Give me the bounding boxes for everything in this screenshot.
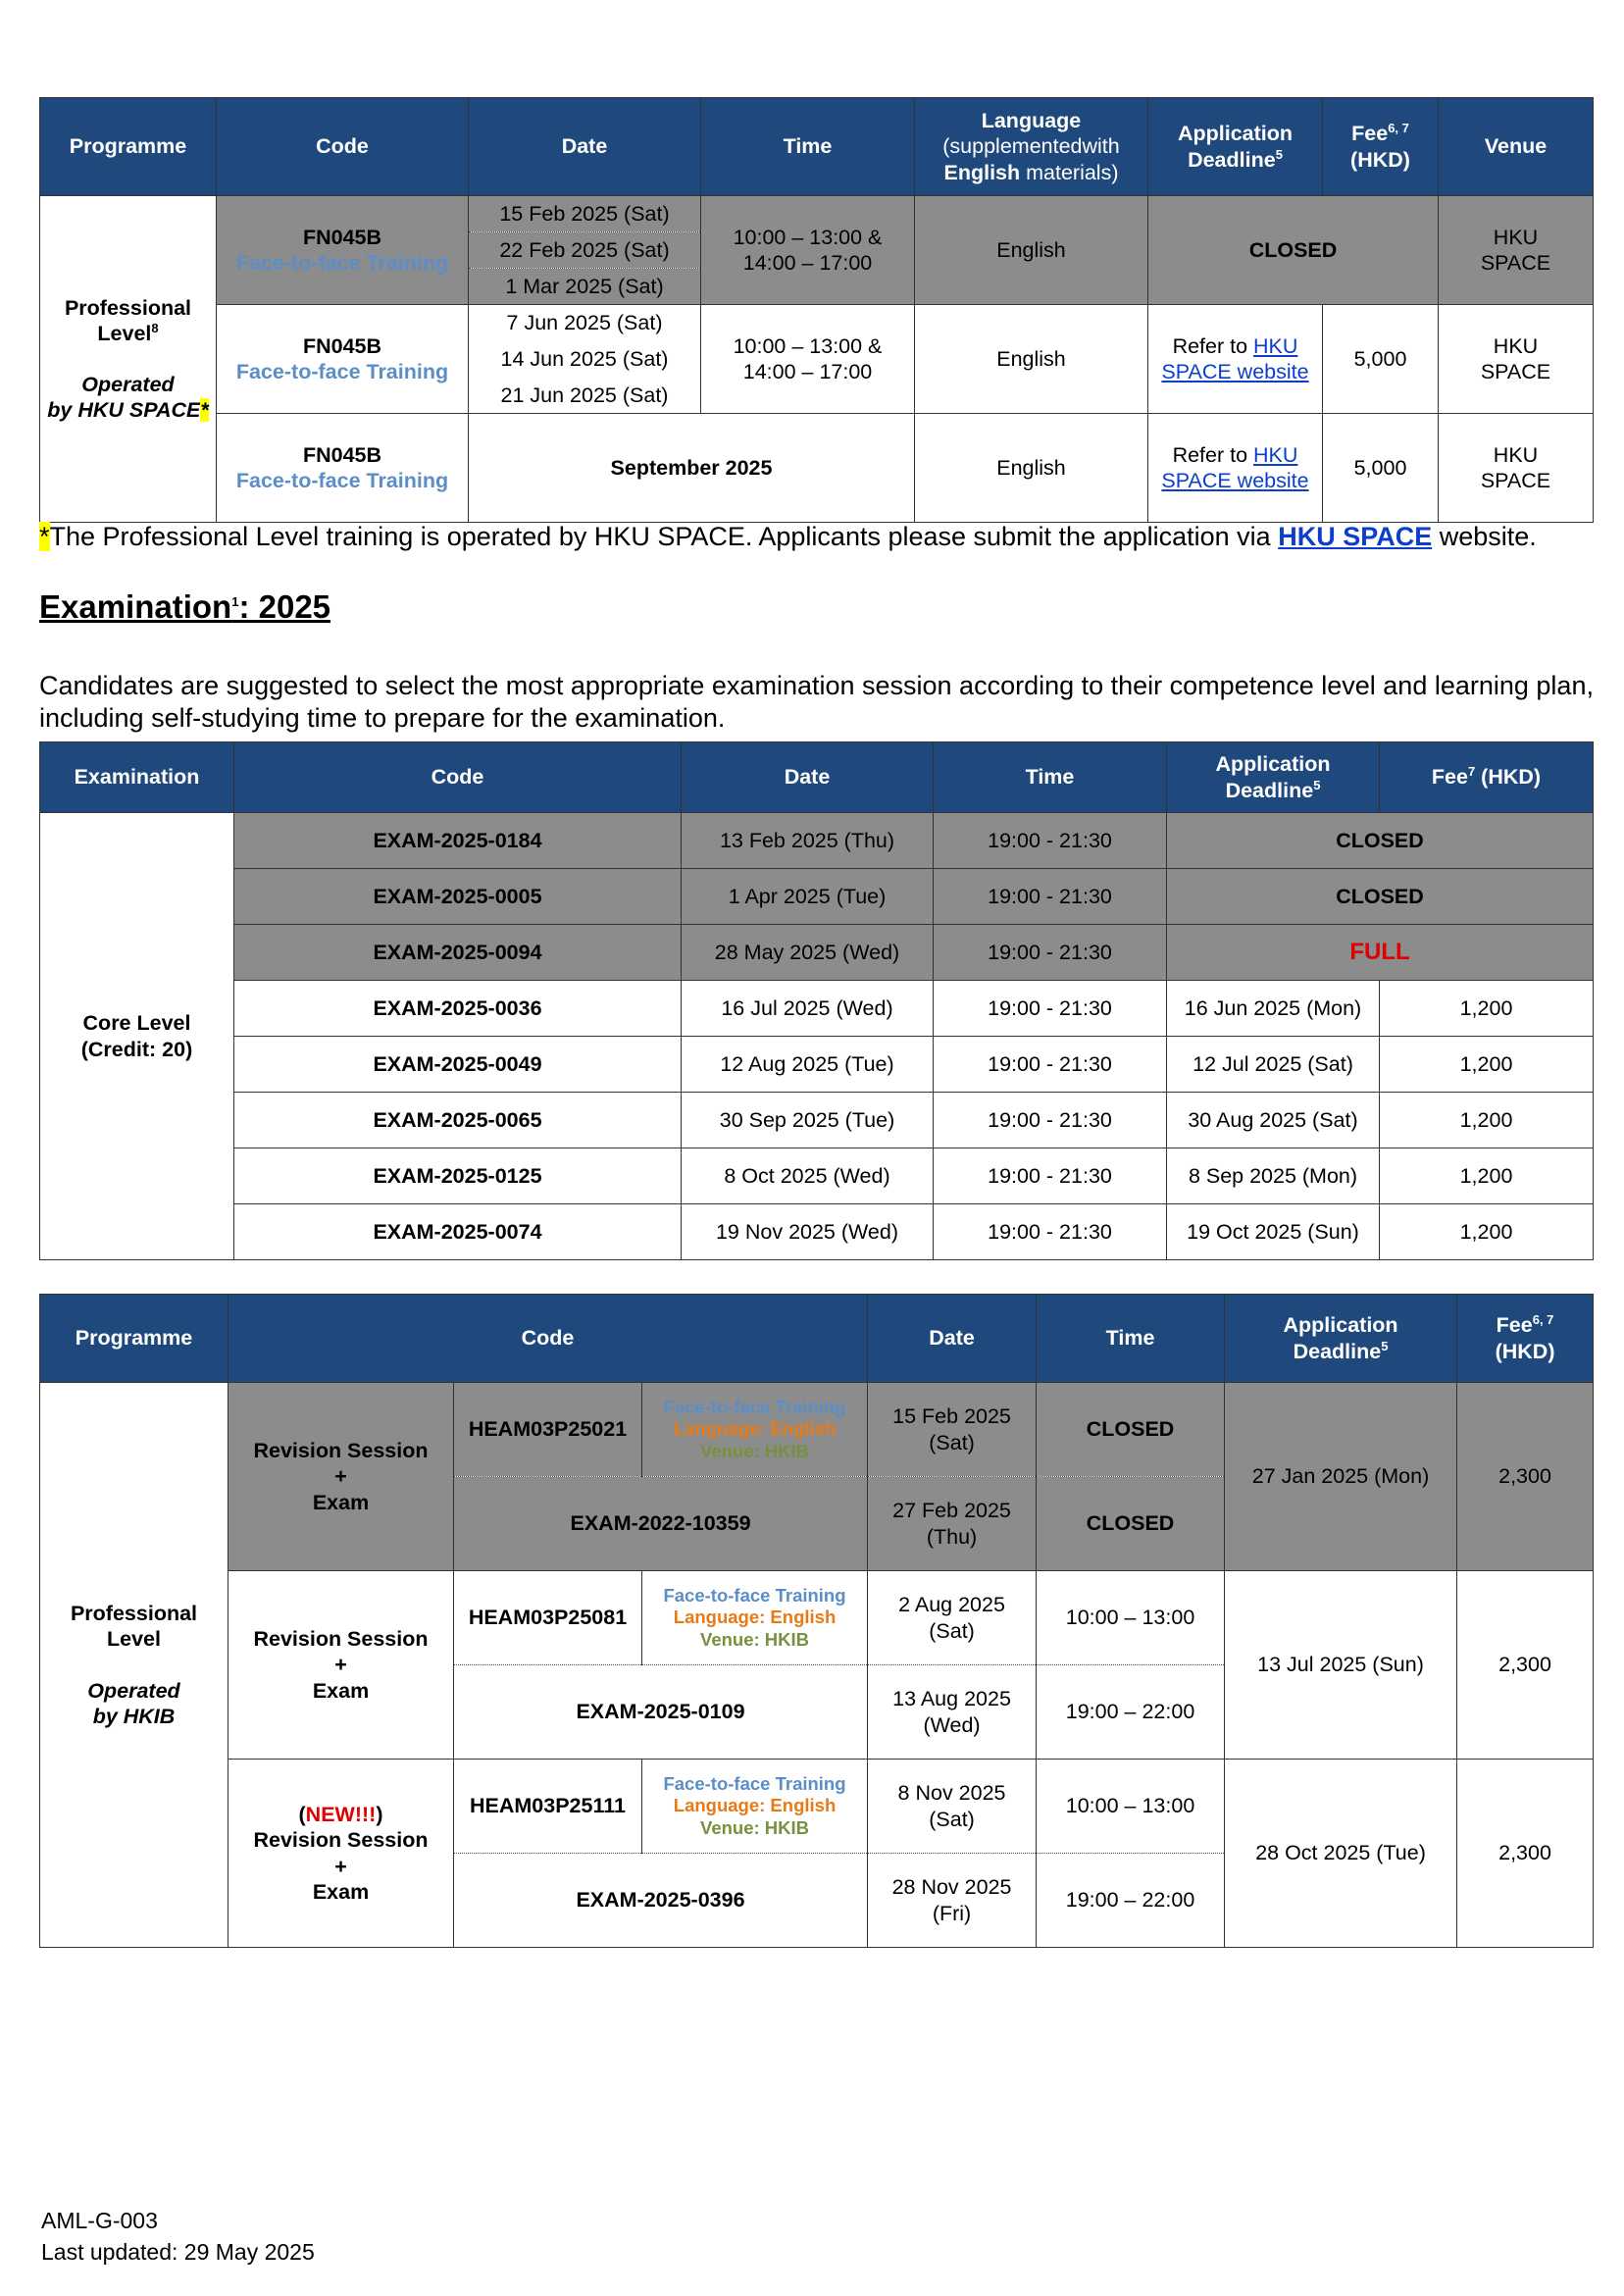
col-header-code: Code: [228, 1295, 868, 1383]
exam-time: 19:00 – 22:00: [1037, 1665, 1225, 1760]
exam-fee: 1,200: [1380, 1204, 1594, 1260]
col-header-time: Time: [701, 98, 915, 196]
training-details: Face-to-face Training Language: English Venue: HKIB: [642, 1383, 868, 1477]
training-date: 2 Aug 2025 (Sat): [868, 1571, 1037, 1665]
doc-code: AML-G-003: [41, 2208, 158, 2233]
training-time: 10:00 – 13:00: [1037, 1571, 1225, 1665]
revision-session-cell: Revision Session + Exam: [228, 1383, 454, 1571]
col-header-code: Code: [217, 98, 469, 196]
deadline-cell: 27 Jan 2025 (Mon): [1225, 1383, 1457, 1571]
exam-time: 19:00 - 21:30: [934, 1093, 1167, 1148]
exam-time: 19:00 - 21:30: [934, 1204, 1167, 1260]
training-table: [39, 97, 1594, 523]
fee-cell: 5,000: [1323, 414, 1439, 523]
exam-date: 28 Nov 2025 (Fri): [868, 1854, 1037, 1948]
revision-session-cell: Revision Session + Exam: [228, 1571, 454, 1760]
hku-space-website-link[interactable]: SPACE website: [1161, 360, 1309, 383]
exam-deadline: 19 Oct 2025 (Sun): [1167, 1204, 1380, 1260]
exam-date: 27 Feb 2025 (Thu): [868, 1477, 1037, 1571]
status-full: FULL: [1167, 925, 1594, 981]
deadline-cell: Refer to HKU SPACE website: [1148, 414, 1323, 523]
last-updated: Last updated: 29 May 2025: [41, 2239, 315, 2265]
col-header-examination: Examination: [40, 742, 234, 813]
training-date: 15 Feb 2025 (Sat): [469, 196, 701, 232]
exam-fee: 1,200: [1380, 1037, 1594, 1093]
fee-cell: 2,300: [1457, 1383, 1594, 1571]
exam-code: EXAM-2025-0005: [234, 869, 682, 925]
training-details: Face-to-face Training Language: English Venue: HKIB: [642, 1760, 868, 1854]
training-time: 10:00 – 13:00: [1037, 1760, 1225, 1854]
col-header-deadline: Application Deadline$^5$: [1167, 742, 1380, 813]
exam-date: 30 Sep 2025 (Tue): [682, 1093, 934, 1148]
section-heading: Examination$^1$: 2025: [39, 588, 331, 625]
training-code: HEAM03P25021: [454, 1383, 642, 1477]
training-date: 15 Feb 2025 (Sat): [868, 1383, 1037, 1477]
fee-cell: 2,300: [1457, 1760, 1594, 1948]
training-date: September 2025: [469, 414, 915, 523]
intro-paragraph: Candidates are suggested to select the most appropriate examination session according to their competence level and learning plan, including self-studying time to prepare for the examination.: [39, 671, 1594, 733]
exam-time: 19:00 - 21:30: [934, 981, 1167, 1037]
col-header-date: Date: [469, 98, 701, 196]
exam-time: 19:00 - 21:30: [934, 1148, 1167, 1204]
exam-deadline: 16 Jun 2025 (Mon): [1167, 981, 1380, 1037]
col-header-code: Code: [234, 742, 682, 813]
exam-time: 19:00 – 22:00: [1037, 1854, 1225, 1948]
training-code-cell: FN045B Face-to-face Training: [217, 305, 469, 414]
status-closed: CLOSED: [1167, 813, 1594, 869]
status-closed: CLOSED: [1037, 1383, 1225, 1477]
exam-code: EXAM-2025-0184: [234, 813, 682, 869]
training-note: *The Professional Level training is operated by HKU SPACE. Applicants please submit the application via HKU SPACE website.: [39, 522, 1537, 551]
programme-cell: Professional Level Operated by HKIB: [40, 1383, 228, 1948]
exam-code: EXAM-2025-0396: [454, 1854, 868, 1948]
fee-cell: 5,000: [1323, 305, 1439, 414]
training-language: English: [915, 305, 1148, 414]
new-badge: NEW!!!: [305, 1803, 377, 1827]
training-date: 8 Nov 2025 (Sat): [868, 1760, 1037, 1854]
exam-deadline: 8 Sep 2025 (Mon): [1167, 1148, 1380, 1204]
core-level-cell: Core Level (Credit: 20): [40, 813, 234, 1260]
training-language: English: [915, 414, 1148, 523]
training-code-cell: FN045B Face-to-face Training: [217, 414, 469, 523]
revision-session-cell: (NEW!!!) Revision Session + Exam: [228, 1760, 454, 1948]
col-header-fee: Fee$^{6, 7}$ (HKD): [1457, 1295, 1594, 1383]
exam-date: 12 Aug 2025 (Tue): [682, 1037, 934, 1093]
exam-time: 19:00 - 21:30: [934, 1037, 1167, 1093]
training-code: HEAM03P25081: [454, 1571, 642, 1665]
fee-cell: 2,300: [1457, 1571, 1594, 1760]
training-code-cell: FN045B Face-to-face Training: [217, 196, 469, 305]
col-header-language: Language (supplementedwith English materials): [915, 98, 1148, 196]
exam-code: EXAM-2022-10359: [454, 1477, 868, 1571]
col-header-fee: Fee$^7$ (HKD): [1380, 742, 1594, 813]
exam-code: EXAM-2025-0094: [234, 925, 682, 981]
training-time: 10:00 – 13:00 & 14:00 – 17:00: [701, 305, 915, 414]
exam-date: 19 Nov 2025 (Wed): [682, 1204, 934, 1260]
exam-code: EXAM-2025-0049: [234, 1037, 682, 1093]
col-header-time: Time: [1037, 1295, 1225, 1383]
col-header-deadline: Application Deadline$^5$: [1225, 1295, 1457, 1383]
col-header-deadline: Application Deadline$^5$: [1148, 98, 1323, 196]
exam-table: [39, 741, 1594, 1260]
exam-date: 8 Oct 2025 (Wed): [682, 1148, 934, 1204]
exam-time: 19:00 - 21:30: [934, 869, 1167, 925]
exam-fee: 1,200: [1380, 1148, 1594, 1204]
training-venue: HKU SPACE: [1439, 196, 1594, 305]
training-date: 22 Feb 2025 (Sat): [469, 232, 701, 269]
exam-deadline: 30 Aug 2025 (Sat): [1167, 1093, 1380, 1148]
col-header-fee: Fee$^{6, 7}$ (HKD): [1323, 98, 1439, 196]
training-venue: HKU SPACE: [1439, 305, 1594, 414]
exam-code: EXAM-2025-0125: [234, 1148, 682, 1204]
col-header-programme: Programme: [40, 98, 217, 196]
training-time: 10:00 – 13:00 & 14:00 – 17:00: [701, 196, 915, 305]
training-venue: HKU SPACE: [1439, 414, 1594, 523]
exam-date: 13 Feb 2025 (Thu): [682, 813, 934, 869]
training-code: HEAM03P25111: [454, 1760, 642, 1854]
exam-code: EXAM-2025-0109: [454, 1665, 868, 1760]
deadline-cell: 13 Jul 2025 (Sun): [1225, 1571, 1457, 1760]
training-date: 14 Jun 2025 (Sat): [469, 341, 701, 378]
exam-date: 16 Jul 2025 (Wed): [682, 981, 934, 1037]
exam-deadline: 12 Jul 2025 (Sat): [1167, 1037, 1380, 1093]
exam-time: 19:00 - 21:30: [934, 925, 1167, 981]
status-closed: CLOSED: [1037, 1477, 1225, 1571]
training-date: 7 Jun 2025 (Sat): [469, 305, 701, 341]
training-date: 1 Mar 2025 (Sat): [469, 269, 701, 305]
col-header-time: Time: [934, 742, 1167, 813]
exam-date: 1 Apr 2025 (Tue): [682, 869, 934, 925]
exam-code: EXAM-2025-0074: [234, 1204, 682, 1260]
training-language: English: [915, 196, 1148, 305]
exam-time: 19:00 - 21:30: [934, 813, 1167, 869]
exam-date: 28 May 2025 (Wed): [682, 925, 934, 981]
deadline-cell: 28 Oct 2025 (Tue): [1225, 1760, 1457, 1948]
training-date: 21 Jun 2025 (Sat): [469, 378, 701, 414]
training-details: Face-to-face Training Language: English Venue: HKIB: [642, 1571, 868, 1665]
col-header-programme: Programme: [40, 1295, 228, 1383]
hku-space-website-link[interactable]: SPACE website: [1161, 469, 1309, 492]
col-header-venue: Venue: [1439, 98, 1594, 196]
exam-fee: 1,200: [1380, 1093, 1594, 1148]
col-header-date: Date: [682, 742, 934, 813]
hku-space-link[interactable]: HKU: [1253, 333, 1298, 358]
exam-date: 13 Aug 2025 (Wed): [868, 1665, 1037, 1760]
exam-code: EXAM-2025-0036: [234, 981, 682, 1037]
status-closed: CLOSED: [1167, 869, 1594, 925]
exam-fee: 1,200: [1380, 981, 1594, 1037]
col-header-date: Date: [868, 1295, 1037, 1383]
programme-cell: Professional Level$^8$ Operated by HKU SPACE*: [40, 196, 217, 523]
revision-table: [39, 1294, 1594, 1948]
status-closed: CLOSED: [1148, 196, 1439, 305]
deadline-cell: Refer to HKU SPACE website: [1148, 305, 1323, 414]
exam-code: EXAM-2025-0065: [234, 1093, 682, 1148]
hku-space-link[interactable]: HKU SPACE: [1278, 522, 1433, 551]
hku-space-link[interactable]: HKU: [1253, 442, 1298, 467]
